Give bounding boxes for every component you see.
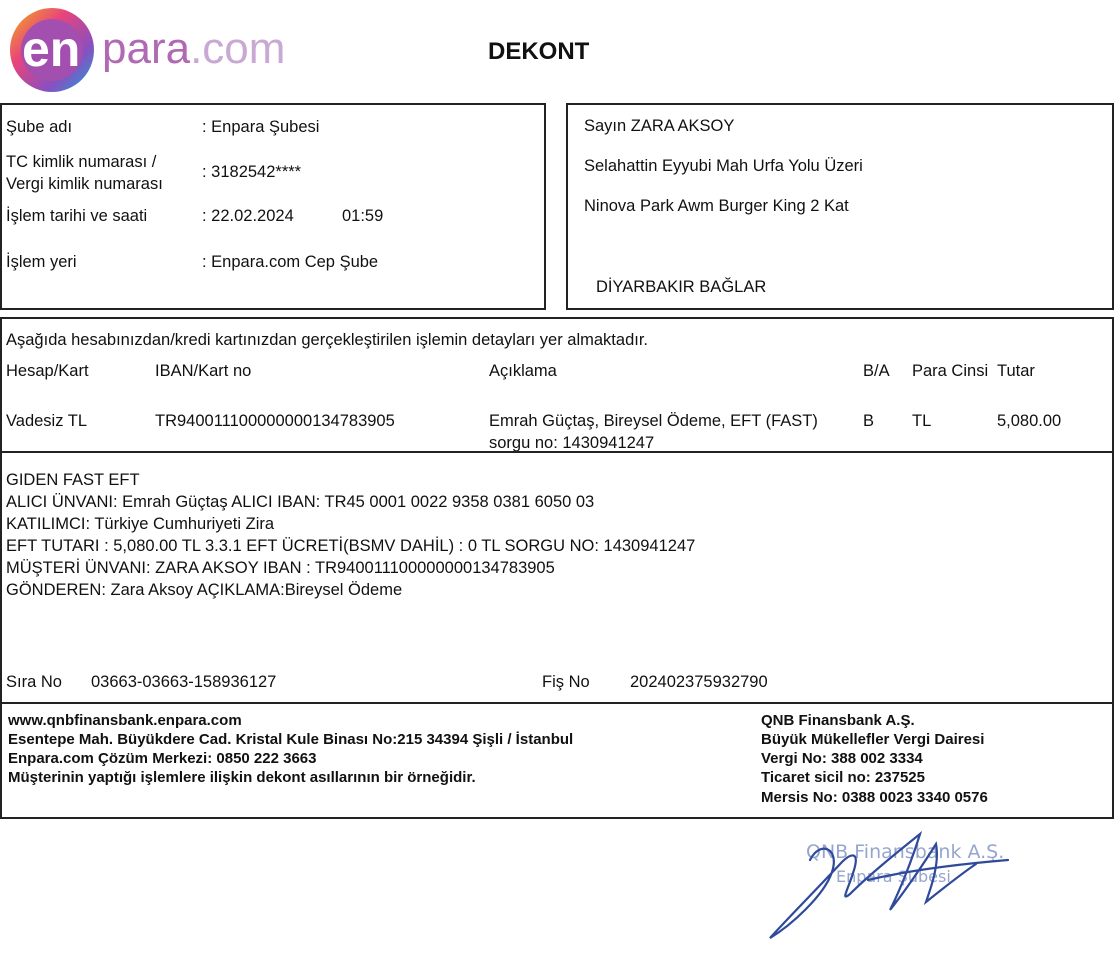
footer-support: Enpara.com Çözüm Merkezi: 0850 222 3663 bbox=[8, 750, 317, 767]
logo-en-text: en bbox=[22, 21, 81, 77]
detail-line: ALICI ÜNVANI: Emrah Güçtaş ALICI IBAN: TR45 0001 0022 9358 0381 6050 03 bbox=[6, 493, 595, 511]
header-iban: IBAN/Kart no bbox=[155, 362, 252, 380]
header-description: Açıklama bbox=[489, 362, 557, 380]
stamp-line-2: Enpara Şubesi bbox=[836, 867, 951, 886]
tc-number-value: : 3182542**** bbox=[202, 163, 302, 181]
logo-para-text bbox=[102, 24, 285, 74]
transaction-date-label: İşlem tarihi ve saati bbox=[6, 207, 148, 225]
detail-line: MÜŞTERİ ÜNVANI: ZARA AKSOY IBAN : TR940011100000000134783905 bbox=[6, 559, 555, 577]
header-ba: B/A bbox=[863, 362, 890, 380]
customer-name: Sayın ZARA AKSOY bbox=[584, 117, 735, 135]
row-account: Vadesiz TL bbox=[6, 412, 88, 430]
page-title: DEKONT bbox=[488, 38, 590, 65]
detail-line: GIDEN FAST EFT bbox=[6, 471, 140, 489]
footer-divider bbox=[0, 702, 1114, 704]
detail-line: GÖNDEREN: Zara Aksoy AÇIKLAMA:Bireysel Ödeme bbox=[6, 581, 403, 599]
transaction-place-label: İşlem yeri bbox=[6, 253, 77, 271]
tax-number-label: Vergi kimlik numarası bbox=[6, 175, 163, 193]
sira-no-label: Sıra No bbox=[6, 673, 62, 691]
footer-trade-registry: Ticaret sicil no: 237525 bbox=[761, 769, 925, 786]
detail-line: EFT TUTARI : 5,080.00 TL 3.3.1 EFT ÜCRETİ(BSMV DAHİL) : 0 TL SORGU NO: 1430941247 bbox=[6, 537, 696, 555]
branch-name-label: Şube adı bbox=[6, 118, 73, 136]
header-currency: Para Cinsi bbox=[912, 362, 989, 380]
footer-mersis: Mersis No: 0388 0023 3340 0576 bbox=[761, 789, 988, 806]
transaction-date-value: : 22.02.2024 bbox=[202, 207, 294, 225]
row-ba: B bbox=[863, 412, 875, 430]
row-amount: 5,080.00 bbox=[997, 412, 1062, 430]
table-divider bbox=[0, 451, 1114, 453]
fis-no-value: 202402375932790 bbox=[630, 673, 768, 691]
signature-stamp-image bbox=[750, 820, 1030, 950]
address-city: DİYARBAKIR BAĞLAR bbox=[596, 278, 767, 296]
transaction-place-value: : Enpara.com Cep Şube bbox=[202, 253, 379, 271]
address-line-1: Selahattin Eyyubi Mah Urfa Yolu Üzeri bbox=[584, 157, 863, 175]
row-description-1: Emrah Güçtaş, Bireysel Ödeme, EFT (FAST) bbox=[489, 412, 818, 430]
footer-website: www.qnbfinansbank.enpara.com bbox=[8, 712, 242, 729]
footer-tax-no: Vergi No: 388 002 3334 bbox=[761, 750, 923, 767]
transaction-time-value: 01:59 bbox=[342, 207, 384, 225]
address-line-2: Ninova Park Awm Burger King 2 Kat bbox=[584, 197, 849, 215]
header-account: Hesap/Kart bbox=[6, 362, 89, 380]
sira-no-value: 03663-03663-158936127 bbox=[91, 673, 277, 691]
logo-para: para bbox=[102, 24, 191, 73]
header-amount: Tutar bbox=[997, 362, 1035, 380]
logo-com: .com bbox=[190, 24, 286, 73]
stamp-line-1: QNB Finansbank A.Ş. bbox=[806, 841, 1005, 863]
fis-no-label: Fiş No bbox=[542, 673, 590, 691]
footer-note: Müşterinin yaptığı işlemlere ilişkin dekont asıllarının bir örneğidir. bbox=[8, 769, 476, 786]
footer-tax-office: Büyük Mükellefler Vergi Dairesi bbox=[761, 731, 985, 748]
enpara-logo bbox=[6, 6, 286, 94]
transaction-intro: Aşağıda hesabınızdan/kredi kartınızdan gerçekleştirilen işlemin detayları yer almaktadır. bbox=[6, 331, 648, 349]
footer-address: Esentepe Mah. Büyükdere Cad. Kristal Kule Binası No:215 34394 Şişli / İstanbul bbox=[8, 731, 574, 748]
tc-number-label: TC kimlik numarası / bbox=[6, 153, 157, 171]
row-description-2: sorgu no: 1430941247 bbox=[489, 434, 655, 452]
detail-line: KATILIMCI: Türkiye Cumhuriyeti Zira bbox=[6, 515, 275, 533]
row-currency: TL bbox=[912, 412, 932, 430]
row-iban: TR940011100000000134783905 bbox=[155, 412, 395, 430]
footer-bank-name: QNB Finansbank A.Ş. bbox=[761, 712, 915, 729]
branch-name-value: : Enpara Şubesi bbox=[202, 118, 320, 136]
